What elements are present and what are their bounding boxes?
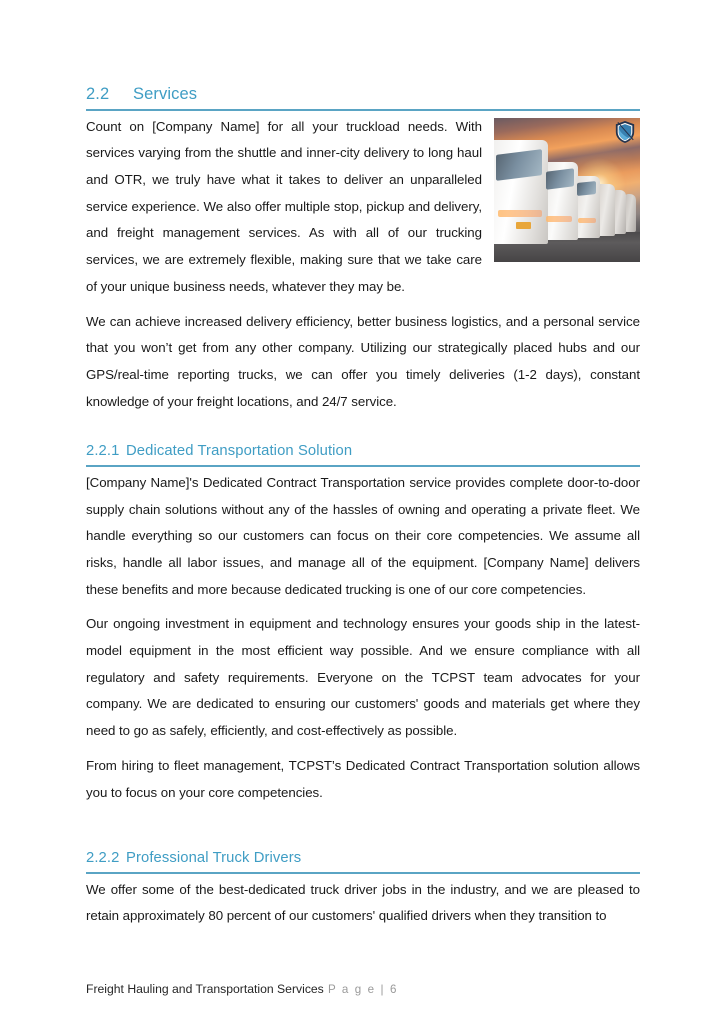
truck-6 [625,194,636,232]
heading-drivers-title: Professional Truck Drivers [126,850,302,867]
paragraph-dedicated-2: Our ongoing investment in equipment and technology ensures your goods ship in the latest-model equipment in the most efficient way possible. And we ensure compliance with all regulatory and safety requirements. Everyone on the TCPST team advocates for your company. We are dedicated to ensuring our customers' goods and materials get where they need to go as safely, efficiently, and cost-effectively as possible. [86,616,640,739]
paragraph-services-1: Count on [Company Name] for all your truckload needs. With services varying from the shuttle and inner-city delivery to long haul and OTR, we truly have what it takes to deliver an unparalleled service experience. We also offer multiple stop, pickup and delivery, and freight management services. As with all of our trucking services, we are extremely flexible, making sure that we take care of your unique business needs, whatever they may be. [86,118,482,294]
heading-dedicated-transportation [86,442,640,466]
heading-professional-truck-drivers [86,849,640,873]
heading-dedicated-number: 2.2.1 [86,443,120,460]
heading-services [86,84,640,111]
paragraph-dedicated-3: From hiring to fleet management, TCPST’s Dedicated Contract Transportation solution allows you to focus on your core competencies. [86,757,640,800]
truck-fleet-figure [494,118,640,262]
paragraph-dedicated-1: [Company Name]'s Dedicated Contract Transportation service provides complete door-to-door supply chain solutions without any of the hassles of owning and operating a private fleet. We handle everything so our customers can focus on their core competencies. We assume all risks, handle all labor issues, and manage all of the equipment. [Company Name] delivers these benefits and more because dedicated trucking is one of our core competencies. [86,474,640,597]
windshield-3 [577,181,596,196]
truck-grill-1 [498,210,542,217]
footer-page-number: P a g e | 6 [327,983,399,996]
paragraph-services-2: We can achieve increased delivery efficiency, better business logistics, and a personal service that you won’t get from any other company. Utilizing our strategically placed hubs and our GPS/real-time reporting trucks, we can offer you timely deliveries (1-2 days), constant knowledge of your freight locations, and 24/7 service. [86,313,640,409]
page-footer [86,982,640,1002]
paragraph-drivers-1: We offer some of the best-dedicated truck driver jobs in the industry, and we are pleased to retain approximately 80 percent of our customers' qualified drivers when they transition to [86,881,640,924]
license-plate [516,222,531,229]
heading-services-title: Services [133,85,198,103]
document-content [86,84,640,930]
truck-grill-2 [546,216,572,222]
heading-dedicated-title: Dedicated Transportation Solution [126,443,353,460]
spacer [86,806,640,849]
windshield-1 [496,149,542,181]
windshield-2 [546,168,574,189]
truck-grill-3 [578,218,596,223]
shield-watermark-icon [614,120,636,144]
heading-services-number: 2.2 [86,85,110,103]
footer-document-title: Freight Hauling and Transportation Services [86,982,324,996]
heading-drivers-number: 2.2.2 [86,850,120,867]
spacer [86,415,640,442]
